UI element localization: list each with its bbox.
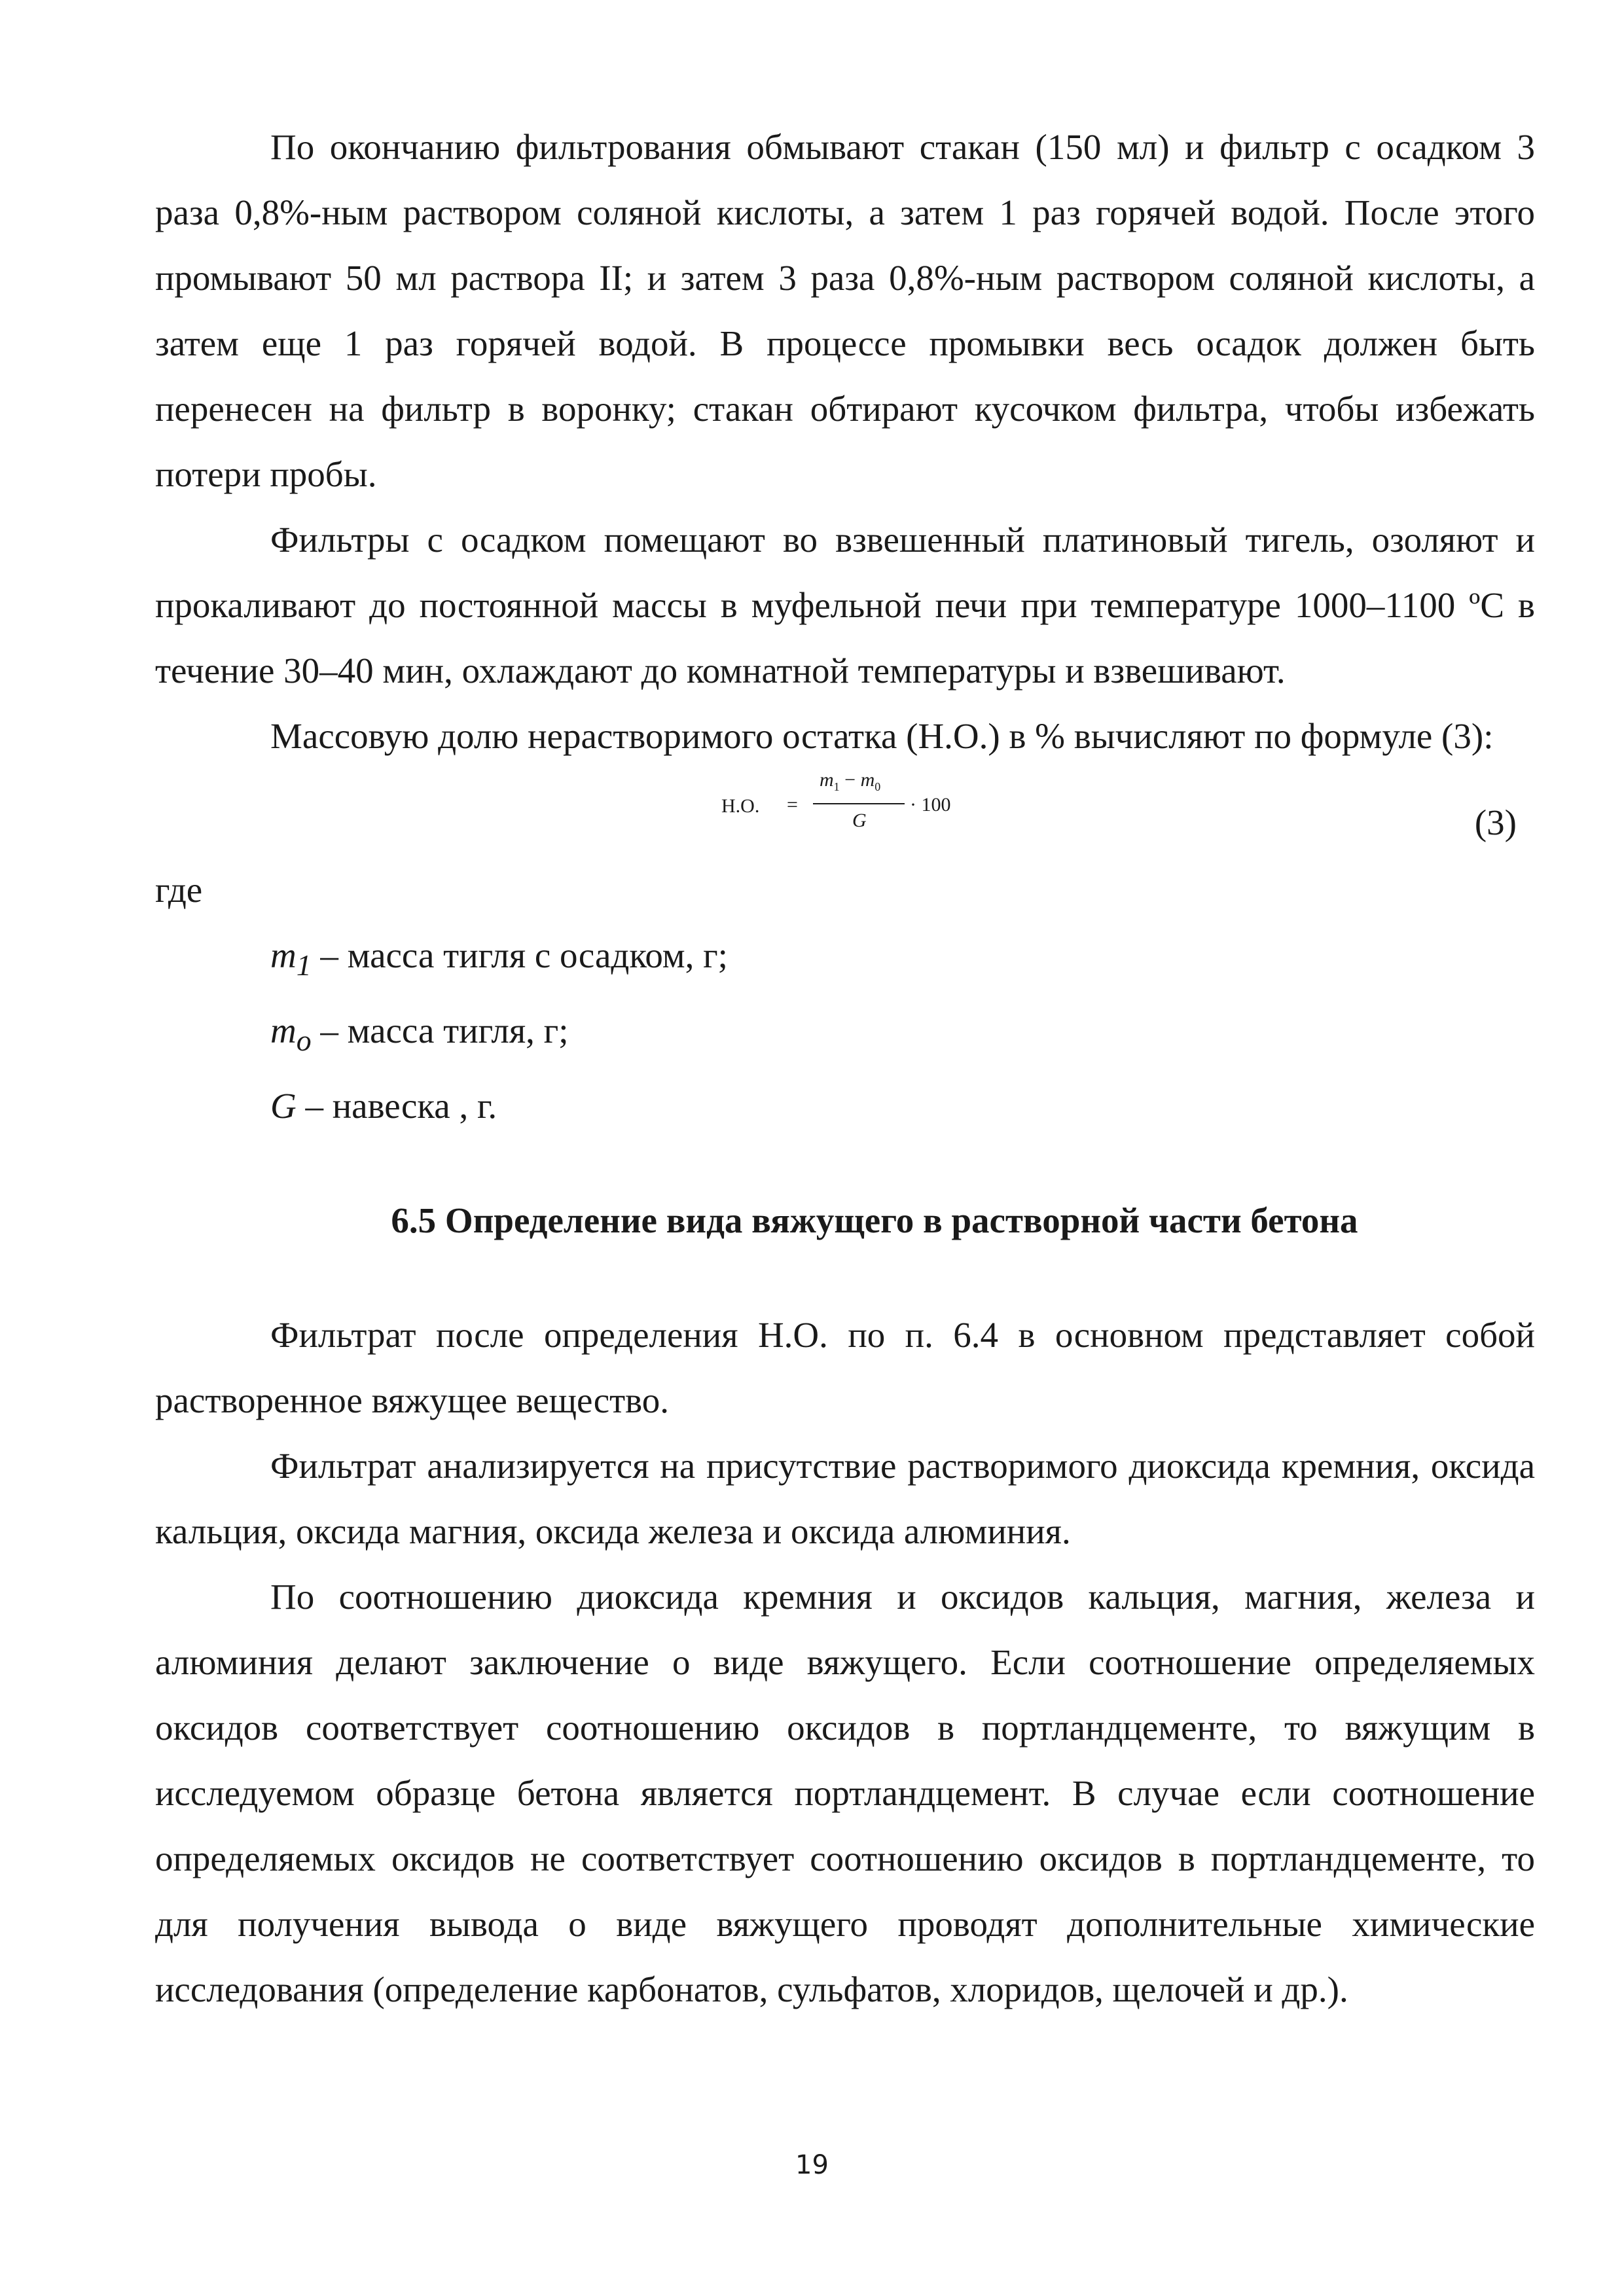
paragraph-formula-intro: Массовую долю нерастворимого остатка (Н.О.) в % вычисляют по формуле (3): bbox=[270, 716, 1494, 756]
formula-number: (3) bbox=[1474, 802, 1517, 842]
formula-multiplier: · 100 bbox=[910, 794, 951, 816]
definition-g: G – навеска , г. bbox=[270, 1086, 497, 1126]
definition-m0: $m_o$ – масса тигля, г; bbox=[270, 1011, 569, 1057]
formula-lhs: Н.О. bbox=[721, 795, 760, 817]
paragraph-calcination: Фильтры с осадком помещают во взвешенный платиновый тигель, озоляют и прокаливают до постоянной массы в муфельной печи при температуре 1000–1100 ºС в течение 30–40 мин, охлаждают до комнатной температуры и взвешивают. bbox=[155, 520, 1535, 691]
fraction-bar bbox=[813, 803, 905, 804]
formula bbox=[721, 769, 1003, 857]
page-content bbox=[155, 115, 1535, 2022]
formula-denominator: G bbox=[852, 810, 867, 831]
paragraph-conclusion: По соотношению диоксида кремния и оксидов кальция, магния, железа и алюминия делают заключение о виде вяжущего. Если соотношение определяемых оксидов соответствует соотношению оксидов в портландцементе, то вяжущим в исследуемом образце бетона является портландцемент. В случае если соотношение определяемых оксидов не соответствует соотношению оксидов в портландцементе, то для получения вывода о виде вяжущего проводят дополнительные химические исследования (определение карбонатов, сульфатов, хлоридов, щелочей и др.). bbox=[155, 1577, 1535, 2009]
where-label: где bbox=[155, 870, 203, 910]
paragraph-filtrate: Фильтрат после определения Н.О. по п. 6.4 в основном представляет собой растворенное вяжущее вещество. bbox=[155, 1315, 1535, 1420]
paragraph-filtration-wash: По окончанию фильтрования обмывают стакан (150 мл) и фильтр с осадком 3 раза 0,8%-ным раствором соляной кислоты, а затем 1 раз горячей водой. После этого промывают 50 мл раствора II; и затем 3 раза 0,8%-ным раствором соляной кислоты, а затем еще 1 раз горячей водой. В процессе промывки весь осадок должен быть перенесен на фильтр в воронку; стакан обтирают кусочком фильтра, чтобы избежать потери пробы. bbox=[155, 127, 1535, 494]
formula-equals: = bbox=[787, 794, 798, 816]
formula-block bbox=[155, 769, 1535, 857]
page-number: 19 bbox=[795, 2150, 829, 2180]
formula-numerator: $m_1 - m_0$ bbox=[820, 769, 881, 793]
definition-m1: $m_1$ – масса тигля с осадком, г; bbox=[270, 935, 728, 982]
section-heading: 6.5 Определение вида вяжущего в растворной части бетона bbox=[391, 1200, 1358, 1240]
paragraph-analysis: Фильтрат анализируется на присутствие растворимого диоксида кремния, оксида кальция, оксида магния, оксида железа и оксида алюминия. bbox=[155, 1446, 1535, 1551]
